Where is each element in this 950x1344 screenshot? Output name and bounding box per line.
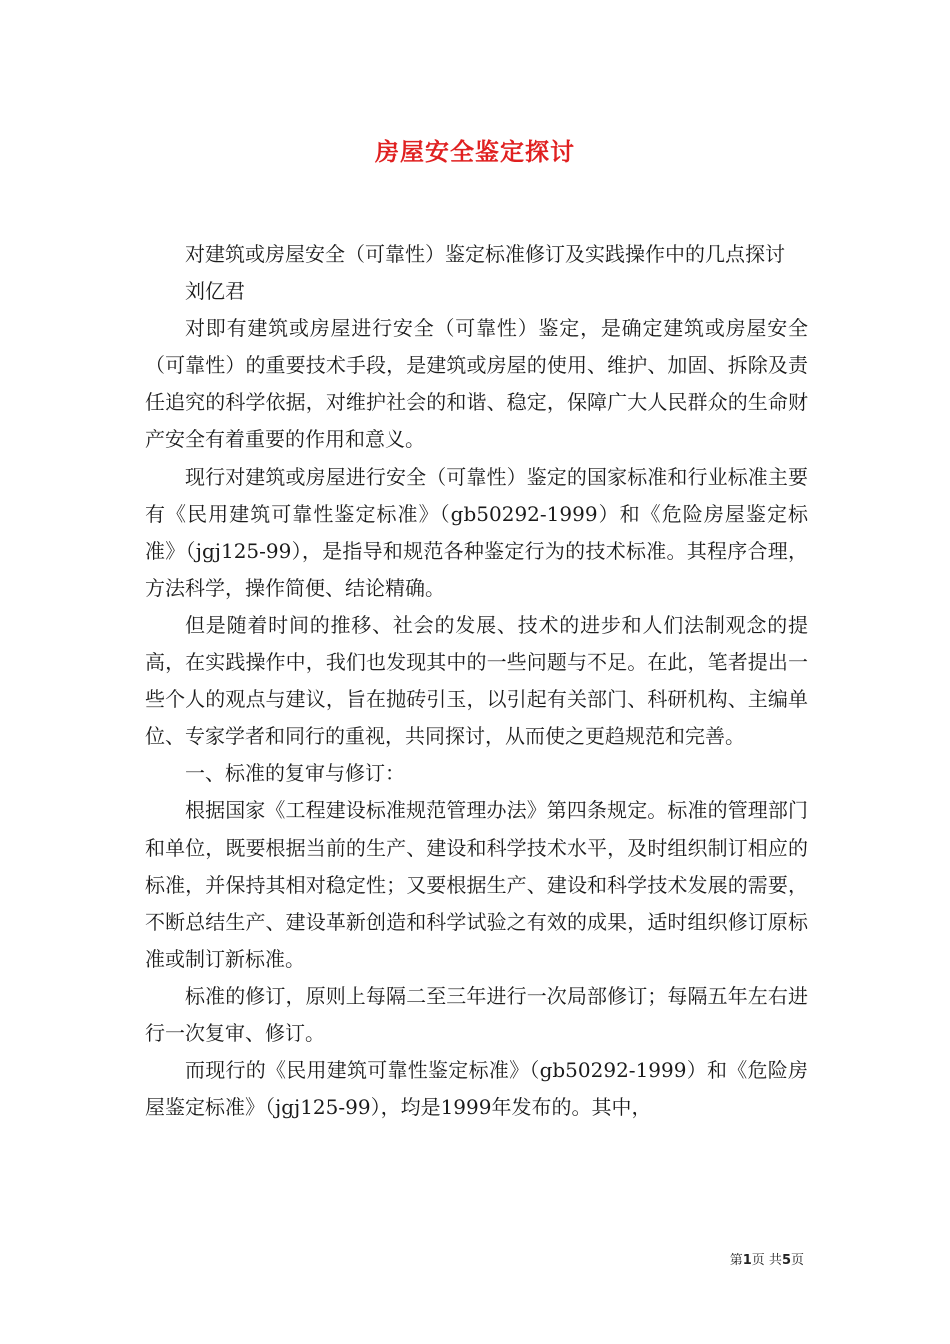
body-paragraph: 对即有建筑或房屋进行安全（可靠性）鉴定，是确定建筑或房屋安全（可靠性）的重要技术手段，是建筑或房屋的使用、维护、加固、拆除及责任追究的科学依据，对维护社会的和谐、稳定，保障广大人民群众的生命财产安全有着重要的作用和意义。: [145, 316, 808, 452]
document-title: 房屋安全鉴定探讨: [375, 138, 575, 166]
footer-suffix: 页: [790, 1253, 804, 1268]
author-paragraph: 刘亿君: [185, 279, 245, 304]
subtitle-paragraph: 对建筑或房屋安全（可靠性）鉴定标准修订及实践操作中的几点探讨: [185, 242, 785, 266]
document-body: [145, 236, 808, 1126]
body-paragraph: 标准的修订，原则上每隔二至三年进行一次局部修订；每隔五年左右进行一次复审、修订。: [145, 983, 808, 1045]
body-paragraph: 根据国家《工程建设标准规范管理办法》第四条规定。标准的管理部门和单位，既要根据当前的生产、建设和科学技术水平，及时组织制订相应的标准，并保持其相对稳定性；又要根据生产、建设和科学技术发展的需要，不断总结生产、建设革新创造和科学试验之有效的成果，适时组织修订原标准或制订新标准。: [145, 798, 808, 971]
page-footer: [730, 1249, 804, 1268]
body-paragraph: 但是随着时间的推移、社会的发展、技术的进步和人们法制观念的提高，在实践操作中，我们也发现其中的一些问题与不足。在此，笔者提出一些个人的观点与建议，旨在抛砖引玉，以引起有关部门、科研机构、主编单位、专家学者和同行的重视，共同探讨，从而使之更趋规范和完善。: [145, 612, 808, 749]
footer-middle: 页 共: [751, 1253, 782, 1268]
footer-total-pages: 5: [781, 1253, 791, 1268]
body-paragraph: 现行对建筑或房屋进行安全（可靠性）鉴定的国家标准和行业标准主要有《民用建筑可靠性鉴定标准》（gb50292-1999）和《危险房屋鉴定标准》（jgj125-99），是指导和规范各种鉴定行为的技术标准。其程序合理，方法科学，操作简便、结论精确。: [145, 464, 808, 600]
section-heading: 一、标准的复审与修订：: [185, 761, 405, 786]
footer-prefix: 第: [729, 1253, 743, 1268]
footer-current-page: 1: [742, 1253, 752, 1268]
body-paragraph: 而现行的《民用建筑可靠性鉴定标准》（gb50292-1999）和《危险房屋鉴定标准》（jgj125-99），均是1999年发布的。其中，: [145, 1058, 808, 1120]
